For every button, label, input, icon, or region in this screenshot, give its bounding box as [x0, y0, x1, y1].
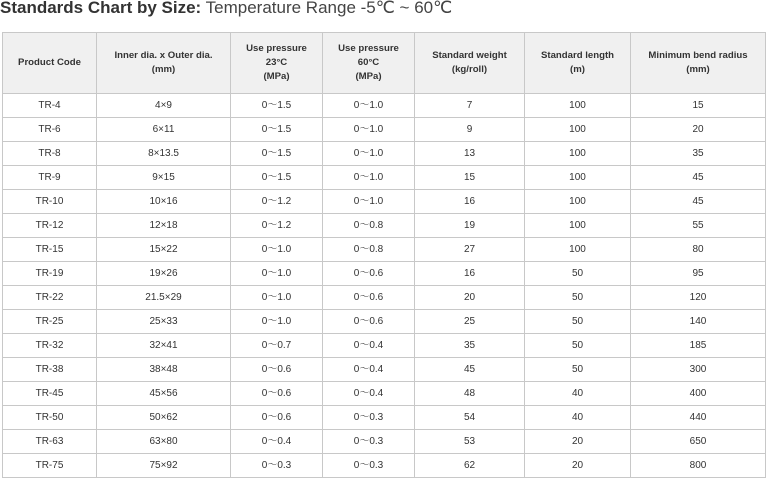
cell-inner-outer-dia: 15×22 [97, 238, 231, 262]
cell-standard-weight: 35 [415, 334, 525, 358]
cell-product-code: TR-19 [3, 262, 97, 286]
table-row [3, 382, 766, 406]
cell-inner-outer-dia: 63×80 [97, 430, 231, 454]
cell-use-pressure-23c: 0～1.0 [231, 286, 323, 310]
standards-table [2, 32, 766, 478]
cell-min-bend-radius: 35 [631, 142, 766, 166]
cell-product-code: TR-32 [3, 334, 97, 358]
cell-use-pressure-23c: 0～1.2 [231, 214, 323, 238]
table-row [3, 238, 766, 262]
table-row [3, 262, 766, 286]
cell-product-code: TR-15 [3, 238, 97, 262]
cell-use-pressure-60c: 0～0.3 [323, 430, 415, 454]
cell-product-code: TR-6 [3, 118, 97, 142]
table-row [3, 454, 766, 478]
cell-product-code: TR-4 [3, 94, 97, 118]
column-header-line: Standard length [540, 50, 615, 61]
cell-product-code: TR-75 [3, 454, 97, 478]
page-title [0, 0, 452, 19]
cell-standard-weight: 7 [415, 94, 525, 118]
table-row [3, 310, 766, 334]
table-row [3, 334, 766, 358]
column-header-line: Standard weight [432, 50, 507, 61]
cell-standard-weight: 16 [415, 190, 525, 214]
cell-use-pressure-60c: 0～0.8 [323, 238, 415, 262]
column-header-line: (kg/roll) [451, 64, 488, 75]
cell-use-pressure-60c: 0～0.4 [323, 334, 415, 358]
temperature-range: Temperature Range -5℃ ~ 60℃ [205, 0, 453, 17]
cell-min-bend-radius: 20 [631, 118, 766, 142]
column-header-line: (m) [570, 64, 585, 75]
cell-product-code: TR-12 [3, 214, 97, 238]
cell-standard-weight: 13 [415, 142, 525, 166]
cell-standard-length: 50 [525, 310, 631, 334]
cell-use-pressure-23c: 0～0.6 [231, 406, 323, 430]
cell-standard-weight: 54 [415, 406, 525, 430]
column-header-line: Use pressure [246, 43, 307, 54]
cell-inner-outer-dia: 8×13.5 [97, 142, 231, 166]
cell-standard-length: 40 [525, 406, 631, 430]
cell-standard-length: 50 [525, 334, 631, 358]
cell-use-pressure-60c: 0～0.6 [323, 286, 415, 310]
cell-min-bend-radius: 800 [631, 454, 766, 478]
cell-inner-outer-dia: 12×18 [97, 214, 231, 238]
column-header-use-pressure-23c [231, 33, 323, 94]
cell-standard-length: 100 [525, 238, 631, 262]
table-row [3, 430, 766, 454]
column-header-line: (mm) [686, 64, 710, 75]
column-header-line: (MPa) [355, 71, 382, 82]
chart-heading: Standards Chart by Size: [0, 0, 202, 17]
cell-use-pressure-23c: 0～1.2 [231, 190, 323, 214]
cell-standard-weight: 15 [415, 166, 525, 190]
cell-inner-outer-dia: 19×26 [97, 262, 231, 286]
table-row [3, 118, 766, 142]
table-row [3, 142, 766, 166]
cell-standard-weight: 45 [415, 358, 525, 382]
cell-inner-outer-dia: 6×11 [97, 118, 231, 142]
column-header-use-pressure-60c [323, 33, 415, 94]
cell-use-pressure-23c: 0～1.0 [231, 310, 323, 334]
column-header-line: Product Code [18, 57, 81, 68]
cell-inner-outer-dia: 25×33 [97, 310, 231, 334]
column-header-line: Inner dia. x Outer dia. [114, 50, 213, 61]
column-header-standard-length [525, 33, 631, 94]
cell-min-bend-radius: 45 [631, 190, 766, 214]
cell-min-bend-radius: 80 [631, 238, 766, 262]
column-header-line: (mm) [151, 64, 176, 75]
cell-use-pressure-60c: 0～1.0 [323, 118, 415, 142]
cell-use-pressure-60c: 0～0.6 [323, 262, 415, 286]
cell-product-code: TR-38 [3, 358, 97, 382]
column-header-line: 23°C [265, 57, 288, 68]
cell-standard-weight: 25 [415, 310, 525, 334]
cell-inner-outer-dia: 32×41 [97, 334, 231, 358]
column-header-line: Minimum bend radius [648, 50, 748, 61]
cell-use-pressure-60c: 0～0.3 [323, 454, 415, 478]
table-body [3, 94, 766, 478]
cell-standard-weight: 53 [415, 430, 525, 454]
cell-product-code: TR-10 [3, 190, 97, 214]
cell-use-pressure-23c: 0～0.7 [231, 334, 323, 358]
cell-inner-outer-dia: 21.5×29 [97, 286, 231, 310]
cell-use-pressure-23c: 0～1.5 [231, 142, 323, 166]
cell-use-pressure-23c: 0～1.5 [231, 118, 323, 142]
cell-min-bend-radius: 15 [631, 94, 766, 118]
cell-standard-length: 100 [525, 214, 631, 238]
cell-standard-weight: 16 [415, 262, 525, 286]
cell-standard-length: 100 [525, 142, 631, 166]
cell-standard-length: 50 [525, 358, 631, 382]
cell-product-code: TR-25 [3, 310, 97, 334]
cell-use-pressure-60c: 0～0.3 [323, 406, 415, 430]
cell-min-bend-radius: 120 [631, 286, 766, 310]
cell-standard-weight: 9 [415, 118, 525, 142]
cell-standard-weight: 48 [415, 382, 525, 406]
cell-use-pressure-23c: 0～0.6 [231, 358, 323, 382]
cell-standard-weight: 19 [415, 214, 525, 238]
cell-standard-length: 50 [525, 262, 631, 286]
cell-use-pressure-60c: 0～0.4 [323, 358, 415, 382]
column-header-line: 60°C [357, 57, 380, 68]
cell-use-pressure-23c: 0～1.0 [231, 238, 323, 262]
table-row [3, 358, 766, 382]
cell-inner-outer-dia: 10×16 [97, 190, 231, 214]
cell-min-bend-radius: 400 [631, 382, 766, 406]
cell-product-code: TR-22 [3, 286, 97, 310]
cell-use-pressure-23c: 0～0.3 [231, 454, 323, 478]
cell-inner-outer-dia: 45×56 [97, 382, 231, 406]
column-header-standard-weight [415, 33, 525, 94]
column-header-line: (MPa) [263, 71, 290, 82]
cell-standard-length: 20 [525, 454, 631, 478]
cell-use-pressure-23c: 0～0.4 [231, 430, 323, 454]
table-row [3, 190, 766, 214]
cell-use-pressure-60c: 0～1.0 [323, 190, 415, 214]
cell-use-pressure-60c: 0～1.0 [323, 94, 415, 118]
cell-use-pressure-23c: 0～0.6 [231, 382, 323, 406]
cell-standard-length: 100 [525, 190, 631, 214]
cell-standard-length: 100 [525, 118, 631, 142]
cell-standard-length: 50 [525, 286, 631, 310]
cell-use-pressure-60c: 0～1.0 [323, 142, 415, 166]
table-header [3, 33, 766, 94]
cell-min-bend-radius: 45 [631, 166, 766, 190]
table-row [3, 406, 766, 430]
cell-standard-length: 100 [525, 94, 631, 118]
column-header-inner-outer-dia [97, 33, 231, 94]
cell-min-bend-radius: 55 [631, 214, 766, 238]
cell-inner-outer-dia: 9×15 [97, 166, 231, 190]
cell-min-bend-radius: 185 [631, 334, 766, 358]
cell-standard-weight: 20 [415, 286, 525, 310]
cell-use-pressure-60c: 0～0.6 [323, 310, 415, 334]
cell-min-bend-radius: 140 [631, 310, 766, 334]
cell-use-pressure-23c: 0～1.5 [231, 166, 323, 190]
cell-min-bend-radius: 440 [631, 406, 766, 430]
cell-use-pressure-60c: 0～0.8 [323, 214, 415, 238]
column-header-product-code [3, 33, 97, 94]
cell-standard-weight: 62 [415, 454, 525, 478]
cell-standard-length: 40 [525, 382, 631, 406]
cell-product-code: TR-9 [3, 166, 97, 190]
column-header-min-bend-radius [631, 33, 766, 94]
cell-min-bend-radius: 300 [631, 358, 766, 382]
cell-use-pressure-23c: 0～1.5 [231, 94, 323, 118]
cell-min-bend-radius: 650 [631, 430, 766, 454]
cell-use-pressure-60c: 0～1.0 [323, 166, 415, 190]
cell-product-code: TR-8 [3, 142, 97, 166]
cell-use-pressure-23c: 0～1.0 [231, 262, 323, 286]
table-row [3, 94, 766, 118]
cell-inner-outer-dia: 38×48 [97, 358, 231, 382]
cell-inner-outer-dia: 75×92 [97, 454, 231, 478]
cell-standard-length: 100 [525, 166, 631, 190]
cell-product-code: TR-50 [3, 406, 97, 430]
cell-use-pressure-60c: 0～0.4 [323, 382, 415, 406]
column-header-line: Use pressure [338, 43, 399, 54]
cell-inner-outer-dia: 4×9 [97, 94, 231, 118]
cell-product-code: TR-63 [3, 430, 97, 454]
table-row [3, 286, 766, 310]
cell-inner-outer-dia: 50×62 [97, 406, 231, 430]
cell-min-bend-radius: 95 [631, 262, 766, 286]
cell-standard-length: 20 [525, 430, 631, 454]
header-row [3, 33, 766, 94]
cell-product-code: TR-45 [3, 382, 97, 406]
table-row [3, 214, 766, 238]
table-row [3, 166, 766, 190]
cell-standard-weight: 27 [415, 238, 525, 262]
